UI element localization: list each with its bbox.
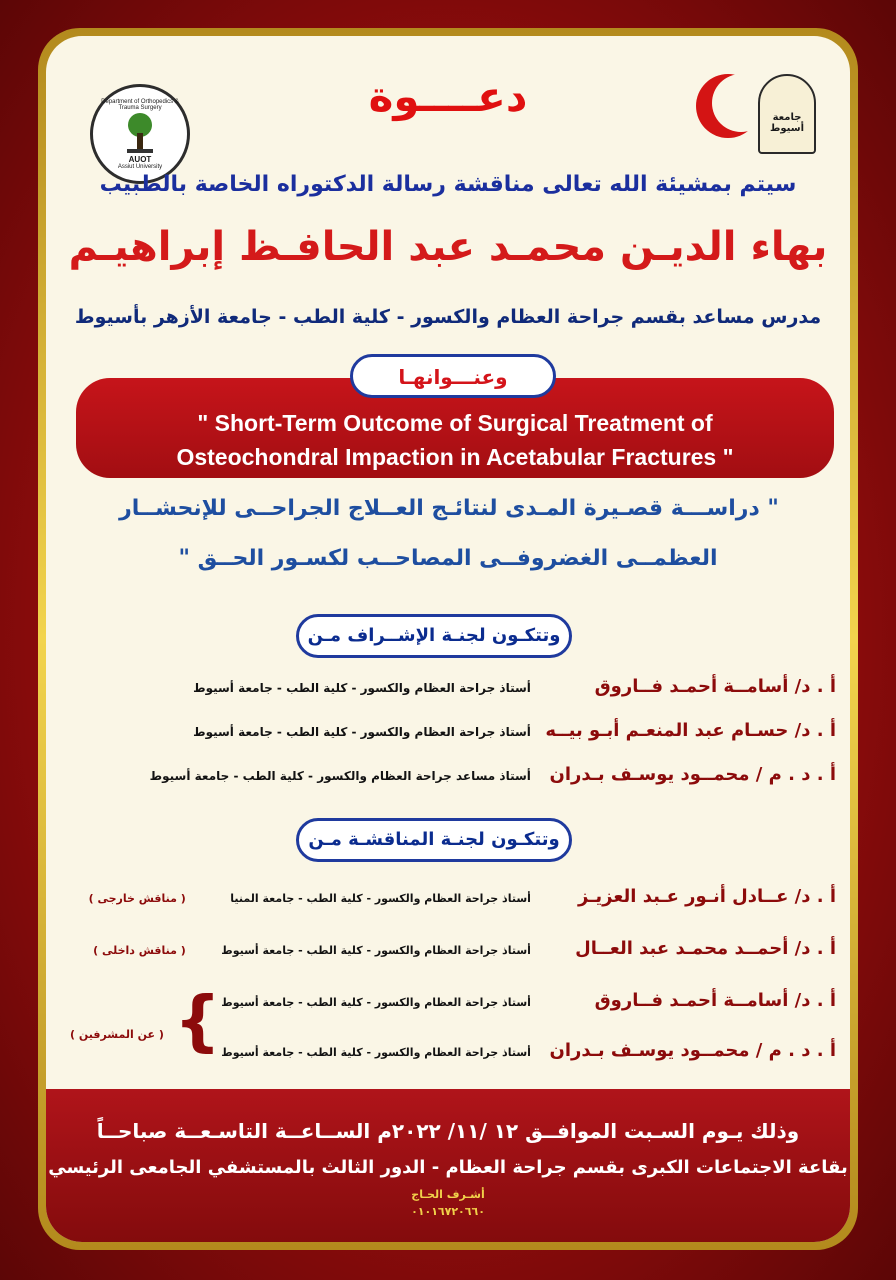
supervisor-name: أ . د/ حسـام عبد المنعـم أبـو بيــه <box>545 720 836 741</box>
supervisors-role: ( عن المشرفين ) <box>70 1028 164 1041</box>
supervision-label: وتتكـون لجنـة الإشــراف مـن <box>307 625 561 646</box>
gold-frame <box>38 28 858 1250</box>
invitation-title: دعــــوة <box>368 72 528 121</box>
examination-label: وتتكـون لجنـة المناقشـة مـن <box>308 829 560 850</box>
examiner-role: ( مناقش داخلى ) <box>93 944 186 957</box>
examiner-name: أ . د . م / محمــود يوسـف بـدران <box>549 1040 836 1061</box>
supervisor-name: أ . د/ أسامــة أحمـد فــاروق <box>594 676 836 697</box>
supervisor-row <box>46 764 836 785</box>
examination-label-pill <box>296 818 572 862</box>
thesis-arabic-line-1: " دراســـة قصـيرة المـدى لنتائـج العــلاج الجراحــى للإنحشــار <box>119 496 779 521</box>
designer-name: أشـرف الحـاج <box>411 1188 485 1201</box>
examiner-affiliation: أستاذ جراحة العظام والكسور - كلية الطب - جامعة أسيوط <box>221 996 531 1009</box>
supervisor-affiliation: أستاذ مساعد جراحة العظام والكسور - كلية الطب - جامعة أسيوط <box>149 769 531 783</box>
examiner-affiliation: أستاذ جراحة العظام والكسور - كلية الطب - جامعة المنيا <box>230 892 531 905</box>
supervision-label-pill <box>296 614 572 658</box>
title-label-pill <box>350 354 556 398</box>
brace-icon: { <box>174 982 221 1059</box>
thesis-english-line-2: Osteochondral Impaction in Acetabular Fractures " <box>176 444 734 470</box>
supervisor-row <box>46 720 836 741</box>
examiner-row <box>46 886 836 907</box>
footer-band <box>46 1089 850 1242</box>
thesis-english-line-1: " Short-Term Outcome of Surgical Treatment of <box>197 410 713 436</box>
supervisor-row <box>46 676 836 697</box>
examiner-affiliation: أستاذ جراحة العظام والكسور - كلية الطب - جامعة أسيوط <box>221 944 531 957</box>
supervisor-affiliation: أستاذ جراحة العظام والكسور - كلية الطب - جامعة أسيوط <box>193 725 531 739</box>
candidate-name: بهاء الديـن محمـد عبد الحافـظ إبراهيـم <box>68 224 828 270</box>
examiner-name: أ . د/ أحمــد محمـد عبد العــال <box>575 938 836 959</box>
examiner-row <box>46 1040 836 1061</box>
department-abbr: AUOT <box>128 154 152 164</box>
title-label: وعنـــوانهـا <box>398 365 508 389</box>
intro-text: سيتم بمشيئة الله تعالى مناقشة رسالة الدكتوراه الخاصة بالطبيب <box>99 172 797 197</box>
university-name: Assiut University <box>117 163 163 170</box>
supervisor-name: أ . د . م / محمــود يوسـف بـدران <box>549 764 836 785</box>
designer-phone: ٠١٠١٦٧٢٠٦٦٠ <box>411 1205 485 1218</box>
department-logo-caption: Department of Orthopedics & Trauma Surgery <box>101 98 179 111</box>
footer-date-time: وذلك يـوم السـبت الموافــق ١٢ /١١/ ٢٠٢٢م الســاعــة التاسـعــة صباحــاً <box>96 1119 800 1143</box>
supervisor-affiliation: أستاذ جراحة العظام والكسور - كلية الطب - جامعة أسيوط <box>193 681 531 695</box>
footer-venue: بقاعة الاجتماعات الكبرى بقسم جراحة العظام - الدور الثالث بالمستشفي الجامعى الرئيسي <box>48 1157 848 1178</box>
examiner-affiliation: أستاذ جراحة العظام والكسور - كلية الطب - جامعة أسيوط <box>221 1046 531 1059</box>
examiner-name: أ . د/ أسامــة أحمـد فــاروق <box>594 990 836 1011</box>
examiner-row <box>46 990 836 1011</box>
invitation-card <box>46 36 850 1242</box>
emblem-text: جامعة أسيوط <box>770 112 804 134</box>
examiner-row <box>46 938 836 959</box>
candidate-position: مدرس مساعد بقسم جراحة العظام والكسور - كلية الطب - جامعة الأزهر بأسيوط <box>74 306 822 328</box>
thesis-arabic-line-2: العظمــى الغضروفــى المصاحــب لكسـور الحــق " <box>178 546 718 571</box>
examiner-name: أ . د/ عــادل أنـور عـبد العزيـز <box>578 886 836 907</box>
examiner-role: ( مناقش خارجى ) <box>88 892 186 905</box>
